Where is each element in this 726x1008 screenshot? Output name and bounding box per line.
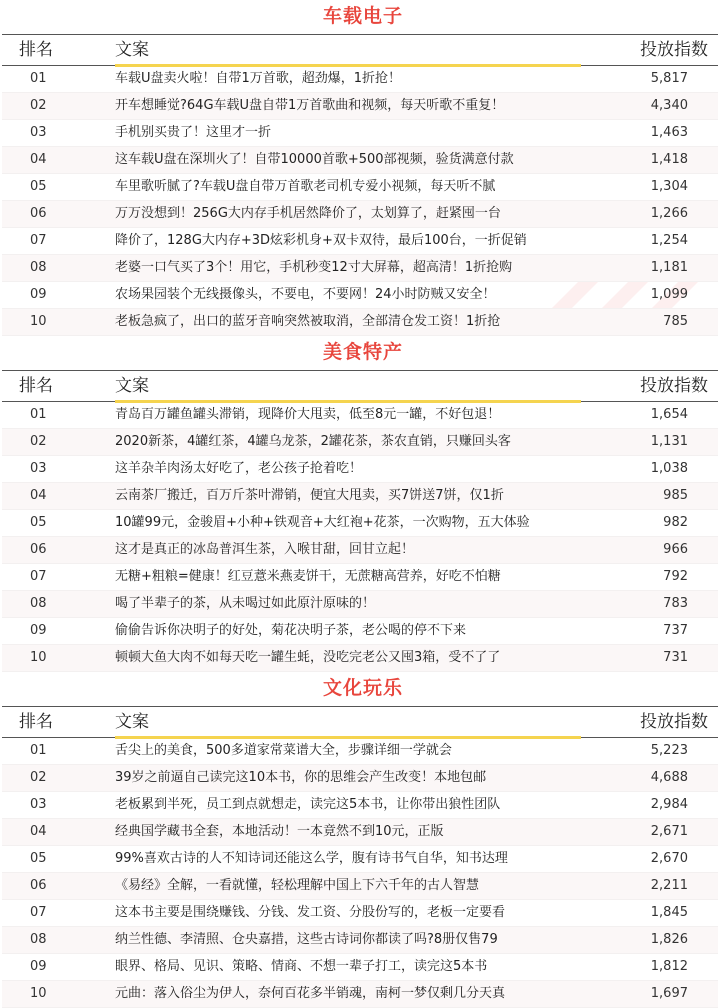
table-row [2,483,718,510]
row-rank: 04 [30,488,47,503]
row-rank: 03 [30,797,47,812]
row-copy: 农场果园装个无线摄像头，不要电，不要网！24小时防贼又安全！ [115,287,496,302]
row-copy: 元曲：落入俗尘为伊人，奈何百花多半销魂，南柯一梦仅剩几分天真 [115,986,506,1001]
row-copy: 这羊杂羊肉汤太好吃了，老公孩子抢着吃！ [115,461,363,476]
row-index: 2,211 [650,878,688,893]
column-header-index: 投放指数 [640,40,708,60]
row-rank: 04 [30,824,47,839]
row-copy: 老板累到半死，员工到点就想走，读完这5本书，让你带出狼性团队 [115,797,501,812]
table-row [2,819,718,846]
row-rank: 01 [30,71,47,86]
row-copy: 降价了，128G大内存+3D炫彩机身+双卡双待，最后100台，一折促销 [115,233,527,248]
row-copy: 经典国学藏书全套，本地活动！一本竟然不到10元，正版 [115,824,444,839]
row-copy: 手机别买贵了！这里才一折 [115,125,272,140]
row-rank: 09 [30,959,47,974]
row-rank: 02 [30,98,47,113]
row-rank: 06 [30,206,47,221]
table-row [2,981,718,1008]
row-rank: 05 [30,179,47,194]
row-copy: 喝了半辈子的茶，从未喝过如此原汁原味的！ [115,596,376,611]
row-copy: 万万没想到！256G大内存手机居然降价了，太划算了，赶紧囤一台 [115,206,501,221]
row-copy: 老婆一口气买了3个！用它，手机秒变12寸大屏幕，超高清！1折抢购 [115,260,513,275]
table-row [2,147,718,174]
row-index: 2,670 [650,851,688,866]
row-rank: 05 [30,515,47,530]
section-title: 美食特产 [322,341,403,363]
table-header [2,706,718,738]
row-index: 5,223 [650,743,688,758]
row-index: 1,845 [650,905,688,920]
table-row [2,564,718,591]
row-index: 1,812 [650,959,688,974]
table-row [2,120,718,147]
row-index: 731 [663,650,688,665]
row-index: 1,038 [650,461,688,476]
row-copy: 这才是真正的冰岛普洱生茶，入喉甘甜，回甘立起！ [115,542,415,557]
row-rank: 03 [30,125,47,140]
row-index: 1,254 [650,233,688,248]
column-header-rank: 排名 [19,376,53,396]
row-index: 4,688 [650,770,688,785]
table-row [2,255,718,282]
row-index: 1,304 [650,179,688,194]
row-index: 785 [663,314,688,329]
row-rank: 07 [30,233,47,248]
row-rank: 05 [30,851,47,866]
table-row [2,93,718,120]
row-index: 2,671 [650,824,688,839]
row-index: 1,131 [650,434,688,449]
row-copy: 顿顿大鱼大肉不如每天吃一罐生蚝，没吃完老公又囤3箱，受不了了 [115,650,501,665]
row-rank: 08 [30,932,47,947]
row-index: 1,826 [650,932,688,947]
table-header [2,34,718,66]
table-row [2,591,718,618]
table-header [2,370,718,402]
row-index: 966 [663,542,688,557]
section-title: 车载电子 [322,5,403,27]
row-copy: 纳兰性德、李清照、仓央嘉措，这些古诗词你都读了吗?8册仅售79 [115,932,498,947]
row-index: 1,266 [650,206,688,221]
row-copy: 2020新茶，4罐红茶，4罐乌龙茶，2罐花茶，茶农直销，只赚回头客 [115,434,511,449]
row-index: 5,817 [650,71,688,86]
table-row [2,927,718,954]
section-title: 文化玩乐 [322,677,403,699]
row-copy: 老板急疯了，出口的蓝牙音响突然被取消，全部清仓发工资！1折抢 [115,314,501,329]
column-header-copy: 文案 [115,712,149,732]
row-copy: 青岛百万罐鱼罐头滞销，现降价大甩卖，低至8元一罐，不好包退！ [115,407,501,422]
row-copy: 这车载U盘在深圳火了！自带10000首歌+500部视频，验货满意付款 [115,152,514,167]
table-row [2,282,718,309]
row-rank: 06 [30,542,47,557]
row-index: 737 [663,623,688,638]
table-row [2,738,718,765]
row-index: 783 [663,596,688,611]
table-row [2,954,718,981]
row-rank: 09 [30,287,47,302]
row-copy: 这本书主要是围绕赚钱、分钱、发工资、分股份写的，老板一定要看 [115,905,506,920]
table-body [2,402,718,672]
row-copy: 车载U盘卖火啦！自带1万首歌，超劲爆，1折抢！ [115,71,402,86]
table-row [2,618,718,645]
table-row [2,510,718,537]
row-rank: 04 [30,152,47,167]
table-row [2,309,718,336]
row-rank: 10 [30,650,47,665]
row-index: 4,340 [650,98,688,113]
table-row [2,456,718,483]
row-index: 982 [663,515,688,530]
column-header-index: 投放指数 [640,376,708,396]
row-copy: 无糖+粗粮=健康！红豆薏米燕麦饼干，无蔗糖高营养，好吃不怕糖 [115,569,501,584]
table-row [2,174,718,201]
row-rank: 03 [30,461,47,476]
row-copy: 舌尖上的美食，500多道家常菜谱大全，步骤详细一学就会 [115,743,452,758]
table-row [2,765,718,792]
table-row [2,846,718,873]
column-header-copy: 文案 [115,376,149,396]
table-body [2,738,718,1008]
table-row [2,900,718,927]
column-header-copy: 文案 [115,40,149,60]
row-copy: 车里歌听腻了?车载U盘自带万首歌老司机专爱小视频，每天听不腻 [115,179,496,194]
row-index: 1,654 [650,407,688,422]
column-header-index: 投放指数 [640,712,708,732]
row-copy: 云南茶厂搬迁，百万斤茶叶滞销，便宜大甩卖，买7饼送7饼，仅1折 [115,488,504,503]
row-rank: 07 [30,905,47,920]
row-copy: 39岁之前逼自己读完这10本书，你的思维会产生改变！本地包邮 [115,770,487,785]
row-index: 792 [663,569,688,584]
table-row [2,873,718,900]
column-header-rank: 排名 [19,712,53,732]
row-index: 985 [663,488,688,503]
row-copy: 10罐99元，金骏眉+小种+铁观音+大红袍+花茶，一次购物，五大体验 [115,515,530,530]
column-header-rank: 排名 [19,40,53,60]
table-row [2,537,718,564]
table-row [2,429,718,456]
table-row [2,402,718,429]
row-copy: 《易经》全解，一看就懂，轻松理解中国上下六千年的古人智慧 [115,878,480,893]
row-copy: 眼界、格局、见识、策略、情商、不想一辈子打工，读完这5本书 [115,959,488,974]
row-rank: 02 [30,770,47,785]
row-rank: 06 [30,878,47,893]
row-index: 1,418 [650,152,688,167]
table-row [2,228,718,255]
row-rank: 09 [30,623,47,638]
row-rank: 01 [30,407,47,422]
table-row [2,201,718,228]
row-index: 1,697 [650,986,688,1001]
row-copy: 99%喜欢古诗的人不知诗词还能这么学，腹有诗书气自华，知书达理 [115,851,508,866]
row-index: 2,984 [650,797,688,812]
row-rank: 08 [30,596,47,611]
row-index: 1,463 [650,125,688,140]
table-body [2,66,718,336]
row-rank: 07 [30,569,47,584]
table-row [2,792,718,819]
row-rank: 10 [30,314,47,329]
table-row [2,645,718,672]
row-rank: 01 [30,743,47,758]
row-rank: 10 [30,986,47,1001]
table-row [2,66,718,93]
row-index: 1,099 [650,287,688,302]
row-rank: 08 [30,260,47,275]
row-index: 1,181 [650,260,688,275]
row-copy: 偷偷告诉你决明子的好处，菊花决明子茶，老公喝的停不下来 [115,623,467,638]
row-copy: 开车想睡觉?64G车载U盘自带1万首歌曲和视频，每天听歌不重复！ [115,98,505,113]
row-rank: 02 [30,434,47,449]
